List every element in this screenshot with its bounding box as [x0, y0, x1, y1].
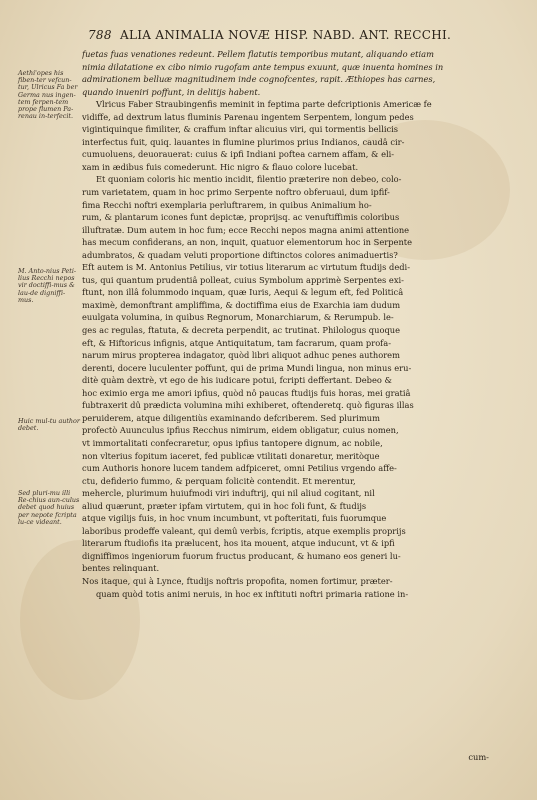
text-line: non vlterius fopitum iaceret, fed publicæ vtilitati donaretur, meritòque [82, 450, 380, 461]
text-line: fubtraxerit dû prædicta volumina mihi exhiberet, oftenderetq. quò figuras illas [82, 400, 414, 411]
text-line: adumbratos, & quadam veluti proportione diftinctos colores animaduertis? [82, 249, 398, 260]
text-line: quam quòd totis animi neruis, in hoc ex inftituti noftri primaria ratione in- [96, 588, 409, 599]
text-line: vt immortalitati confecraretur, opus ipfius tantopere dignum, ac nobile, [82, 437, 383, 448]
text-line: Et quoniam coloris hic mentio incidit, filentio præterire non debeo, colo- [96, 174, 402, 185]
text-line: mehercle, plurimum huiufmodi viri induftrij, qui nil aliud cogitant, nil [82, 488, 375, 499]
text-line: admirationem belluæ magnitudinem inde cognofcentes, rapit. Æthiopes has carnes, [82, 74, 436, 85]
catchword: cum- [468, 752, 489, 762]
text-line: bentes relinquant. [82, 563, 160, 574]
text-line [82, 600, 514, 613]
running-header [88, 28, 508, 44]
text-line: derenti, docere luculenter poffunt, qui de prima Mundi lingua, non minus eru- [82, 362, 412, 373]
margin-note: Aethi'opes his fiben-ter vefcun-tur, Ulricus Fa ber Germa nus ingen-tem ferpen-tem prope flumen Pa-renau in-terfecit. [18, 69, 78, 121]
text-line: illuftratæ. Dum autem in hoc fum; ecce Recchi nepos magna animi attentione [82, 224, 410, 235]
text-line: rum varietatem, quam in hoc primo Serpente noftro obferuaui, dum ipfif- [82, 187, 390, 198]
text-line: nimia dilatatione ex cibo nimio rugofam ante tempus exuunt, quæ inuenta homines in [82, 61, 444, 72]
text-line: rum, & plantarum icones funt depictæ, proprijsq. ac venuftiffimis coloribus [82, 212, 400, 223]
text-line: cumuoluens, deuorauerat: cuius & ipfi Indiani poftea carnem affam, & eli- [82, 149, 395, 160]
text-line: fuetas fuas venationes redeunt. Pellem flatutis temporibus mutant, aliquando etiam [82, 49, 434, 59]
text-line: vidiffe, ad dextrum latus fluminis Parenau ingentem Serpentem, longum pedes [82, 111, 414, 122]
text-line: digniffimos ingeniorum fuorum fructus producant, & humano eos generi lu- [82, 550, 401, 561]
text-line: quando inueniri poffunt, in delitijs habent. [82, 86, 261, 97]
text-line: xam in ædibus fuis comederunt. Hic nigro & flauo colore lucebat. [82, 161, 359, 172]
text-line: fima Recchi noftri exemplaria perluftrarem, in quibus Animalium ho- [82, 199, 372, 210]
text-line: aliud quærunt, præter ipfam virtutem, qui in hoc foli funt, & ftudijs [82, 500, 367, 511]
text-line: eft, & Hiftoricus infignis, atque Antiquitatum, tam facrarum, quam profa- [82, 337, 392, 348]
text-line: ditè quàm dextrè, vt ego de his iudicare potui, fcripti deffertant. Debeo & [82, 375, 392, 386]
body-text [82, 48, 514, 613]
text-line: profectò Auunculus ipfius Recchus nimirum, eidem obligatur, cuius nomen, [82, 425, 399, 436]
text-line: maximè, demonftrant ampliffima, & doctiffima eius de Exarchia iam dudum [82, 299, 401, 310]
text-line: tus, qui quantum prudentiâ polleat, cuius Symbolum apprimè Serpentes exi- [82, 274, 404, 285]
page-number: 788 [88, 28, 112, 42]
text-line: atque vigilijs fuis, in hoc vnum incumbunt, vt pofteritati, fuis fuorumque [82, 513, 387, 524]
text-line: ctu, defiderio fummo, & perquam folicitè contendit. Et merentur, [82, 475, 356, 486]
margin-note: Huic mul-tu author debet. [18, 417, 80, 433]
text-line: narum mirus propterea indagator, quòd libri aliquot adhuc penes authorem [82, 350, 400, 361]
margin-note: M. Anto-nius Peti-lius Recchi nepos vir doctiffi-mus & lau-de digniffi-mus. [18, 267, 77, 304]
text-line: ftunt, non illâ folummodo inquam, quæ Iuris, Aequi & legum eft, fed Politicâ [82, 287, 404, 298]
text-line: cum Authoris honore lucem tandem adfpiceret, omni Petilius vrgendo affe- [82, 463, 397, 474]
text-line: ges ac regulas, ftatuta, & decreta perpendit, ac trutinat. Philologus quoque [82, 325, 401, 336]
text-line: literarum ftudiofis ita prælucent, hos ita mouent, atque inducunt, vt & ipfi [82, 538, 395, 549]
text-line: euulgata volumina, in quibus Regnorum, Monarchiarum, & Rerumpub. le- [82, 312, 394, 323]
text-line: Vlricus Faber Straubingenfis meminit in feptima parte defcriptionis Americæ fe [96, 99, 432, 110]
text-line: vigintiquinque fimiliter, & craffum inftar alicuius viri, qui tormentis bellicis [82, 124, 399, 135]
text-line: Eft autem is M. Antonius Petilius, vir totius literarum ac virtutum ftudijs dedi- [82, 262, 410, 273]
text-line: laboribus prodeffe valeant, qui demû verbis, fcriptis, atque exemplis proprijs [82, 525, 406, 536]
running-title: ALIA ANIMALIA NOVÆ HISP. NABD. ANT. RECCHI. [120, 28, 452, 42]
margin-note: Sed pluri-mu illi Re-chius aun-culus debet quod huius per nepote fcripta lu-ce videant. [18, 489, 80, 526]
text-line: has mecum confiderans, an non, inquit, quatuor elementorum hoc in Serpente [82, 237, 413, 248]
text-line: interfectus fuit, quiq. lauantes in flumine plurimos prius Indianos, caudâ cir- [82, 136, 405, 147]
text-line: Nos itaque, qui à Lynce, ftudijs noftris propofita, nomen fortimur, præter- [82, 575, 393, 586]
text-line: peruiderem, atque diligentiùs examinando defcriberem. Sed plurimum [82, 412, 380, 423]
text-line: hoc eximio erga me amori ipfius, quòd nô paucas ftudijs fuis horas, mei gratiâ [82, 387, 411, 398]
